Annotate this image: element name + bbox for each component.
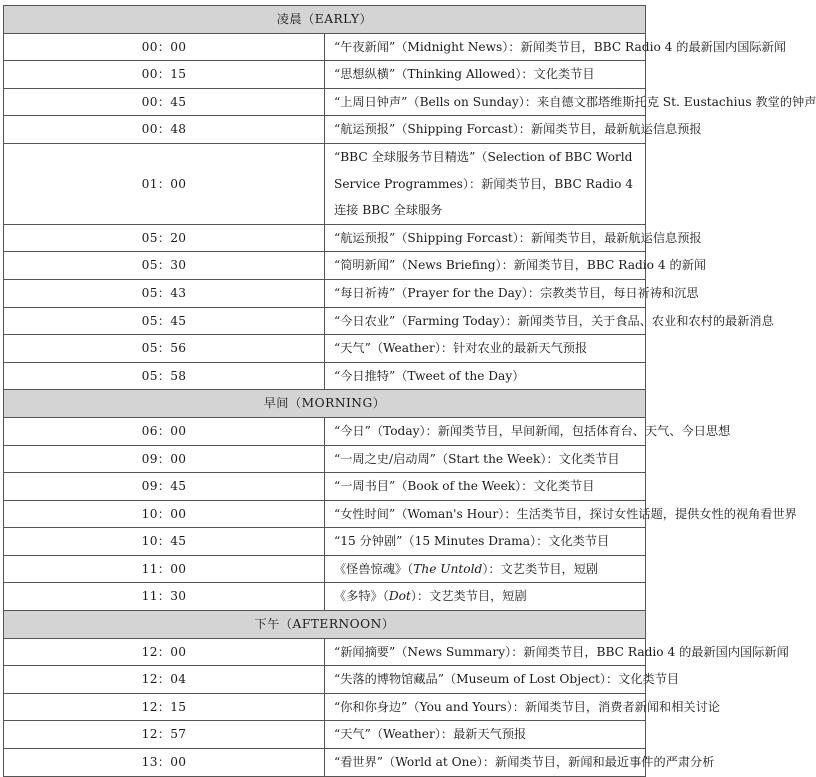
time-cell: 10：00 — [4, 500, 325, 528]
program-title-prefix: 《多特》（ — [334, 589, 389, 604]
time-cell: 12：04 — [4, 666, 325, 694]
program-cell: “一周之史/启动周”（Start the Week）：文化类节目 — [325, 445, 646, 473]
time-cell: 05：43 — [4, 279, 325, 307]
time-cell: 05：58 — [4, 362, 325, 390]
program-cell: “航运预报”（Shipping Forcast）：新闻类节目，最新航运信息预报 — [325, 116, 646, 144]
program-cell — [325, 555, 646, 583]
program-description: ）：文艺类节目，短剧 — [482, 561, 599, 576]
time-cell: 05：56 — [4, 335, 325, 363]
time-cell: 00：15 — [4, 61, 325, 89]
table-row — [4, 33, 646, 61]
time-cell: 12：00 — [4, 638, 325, 666]
table-row — [4, 88, 646, 116]
program-cell: “新闻摘要”（News Summary）：新闻类节目，BBC Radio 4 的最新国内国际新闻 — [325, 638, 646, 666]
program-cell: “午夜新闻”（Midnight News）：新闻类节目，BBC Radio 4 的最新国内国际新闻 — [325, 33, 646, 61]
time-cell: 09：00 — [4, 445, 325, 473]
program-cell: “看世界”（World at One）：新闻类节目，新闻和最近事件的严肃分析 — [325, 749, 646, 777]
program-cell: “15 分钟剧”（15 Minutes Drama）：文化类节目 — [325, 528, 646, 556]
table-row — [4, 638, 646, 666]
time-cell: 05：20 — [4, 224, 325, 252]
table-row — [4, 279, 646, 307]
time-cell: 00：45 — [4, 88, 325, 116]
table-row — [4, 721, 646, 749]
section-header-morning — [4, 390, 646, 418]
table-row — [4, 500, 646, 528]
program-cell: “失落的博物馆藏品”（Museum of Lost Object）：文化类节目 — [325, 666, 646, 694]
time-cell: 11：30 — [4, 583, 325, 611]
program-cell — [325, 583, 646, 611]
program-cell: “BBC 全球服务节目精选”（Selection of BBC World Service Programmes）：新闻类节目，BBC Radio 4 连接 BBC 全球服务 — [325, 143, 646, 224]
time-cell: 00：48 — [4, 116, 325, 144]
table-row — [4, 555, 646, 583]
table-row — [4, 362, 646, 390]
program-cell: “一周书目”（Book of the Week）：文化类节目 — [325, 473, 646, 501]
table-row — [4, 116, 646, 144]
table-row — [4, 693, 646, 721]
table-row — [4, 143, 646, 224]
section-title: 下午（AFTERNOON） — [4, 611, 646, 639]
program-title-italic: Dot — [388, 589, 411, 604]
table-row — [4, 473, 646, 501]
time-cell: 10：45 — [4, 528, 325, 556]
table-row — [4, 307, 646, 335]
program-cell: “今日”（Today）：新闻类节目，早间新闻，包括体育台、天气、今日思想 — [325, 417, 646, 445]
table-row — [4, 749, 646, 777]
program-cell: “航运预报”（Shipping Forcast）：新闻类节目，最新航运信息预报 — [325, 224, 646, 252]
program-description: ）：文艺类节目，短剧 — [410, 589, 527, 604]
program-cell: “天气”（Weather）：针对农业的最新天气预报 — [325, 335, 646, 363]
time-cell: 09：45 — [4, 473, 325, 501]
program-cell: “上周日钟声”（Bells on Sunday）：来自德文郡塔维斯托克 St. Eustachius 教堂的钟声 — [325, 88, 646, 116]
table-row — [4, 445, 646, 473]
table-row — [4, 666, 646, 694]
time-cell: 05：30 — [4, 252, 325, 280]
program-cell: “每日祈祷”（Prayer for the Day）：宗教类节目，每日祈祷和沉思 — [325, 279, 646, 307]
time-cell: 13：00 — [4, 749, 325, 777]
program-cell: “今日推特”（Tweet of the Day） — [325, 362, 646, 390]
table-row — [4, 528, 646, 556]
program-cell: “思想纵横”（Thinking Allowed）：文化类节目 — [325, 61, 646, 89]
time-cell: 00：00 — [4, 33, 325, 61]
program-title-prefix: 《怪兽惊魂》（ — [334, 561, 414, 576]
table-row — [4, 252, 646, 280]
program-title-italic: The Untold — [413, 561, 483, 576]
program-cell: “天气”（Weather）：最新天气预报 — [325, 721, 646, 749]
time-cell: 12：15 — [4, 693, 325, 721]
program-cell: “今日农业”（Farming Today）：新闻类节目，关于食品、农业和农村的最新消息 — [325, 307, 646, 335]
table-row — [4, 224, 646, 252]
time-cell: 06：00 — [4, 417, 325, 445]
time-cell: 12：57 — [4, 721, 325, 749]
section-title: 早间（MORNING） — [4, 390, 646, 418]
table-row — [4, 335, 646, 363]
table-row — [4, 417, 646, 445]
program-cell: “简明新闻”（News Briefing）：新闻类节目，BBC Radio 4 的新闻 — [325, 252, 646, 280]
section-title: 凌晨（EARLY） — [4, 6, 646, 34]
time-cell: 11：00 — [4, 555, 325, 583]
section-header-early — [4, 6, 646, 34]
time-cell: 01：00 — [4, 143, 325, 224]
program-cell: “女性时间”（Woman's Hour）：生活类节目，探讨女性话题，提供女性的视角看世界 — [325, 500, 646, 528]
table-row — [4, 61, 646, 89]
section-header-afternoon — [4, 611, 646, 639]
time-cell: 05：45 — [4, 307, 325, 335]
program-cell: “你和你身边”（You and Yours）：新闻类节目，消费者新闻和相关讨论 — [325, 693, 646, 721]
table-row — [4, 583, 646, 611]
schedule-table — [3, 5, 816, 777]
